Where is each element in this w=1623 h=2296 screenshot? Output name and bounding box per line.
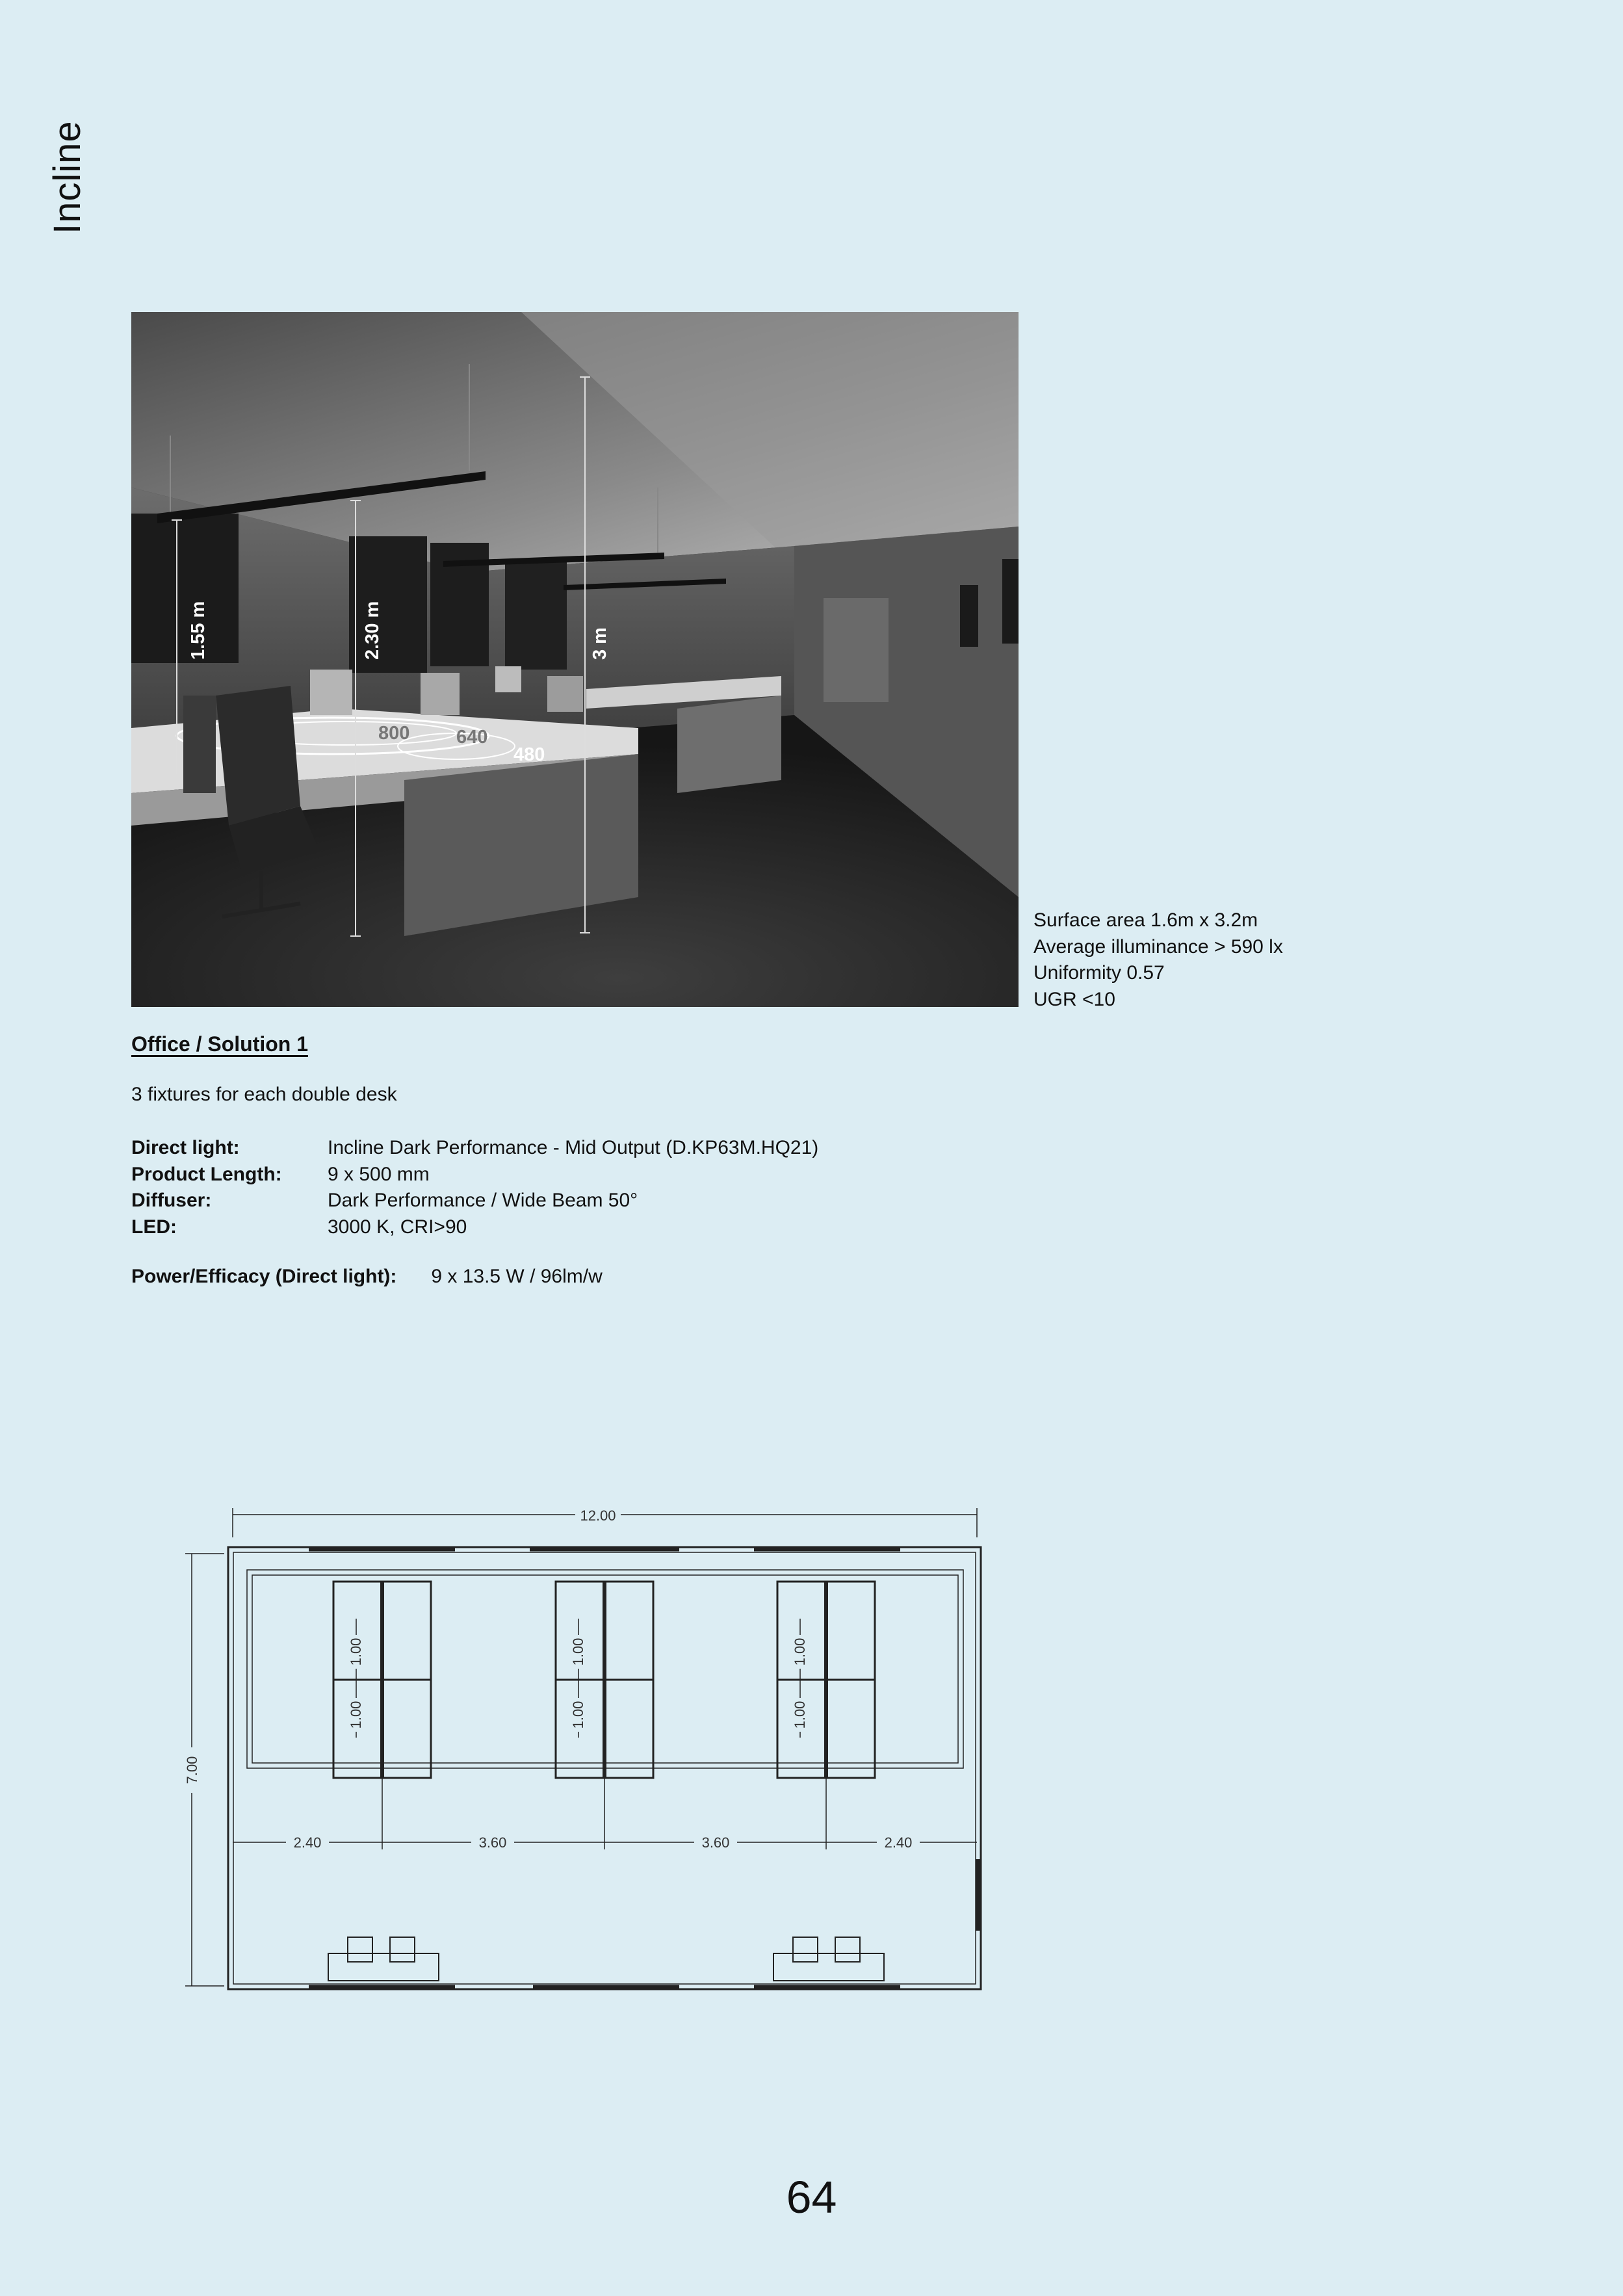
- desk-dim-label: 1.00: [348, 1637, 364, 1666]
- spec-label: Direct light:: [131, 1137, 240, 1158]
- height-label-1: 1.55 m: [188, 601, 209, 660]
- desk-dim-label: 1.00: [570, 1701, 586, 1729]
- floor-plan-drawing: [166, 1498, 988, 2005]
- isolux-label-640: 640: [456, 727, 488, 748]
- spec-label: Diffuser:: [131, 1190, 212, 1211]
- spacing-label-3: 3.60: [701, 1834, 730, 1851]
- spec-row-product-length: [131, 1162, 818, 1188]
- spec-value: 9 x 500 mm: [328, 1163, 430, 1185]
- isolux-label-800: 800: [378, 723, 410, 744]
- solution-title: Office / Solution 1: [131, 1032, 309, 1056]
- plan-height-label: 7.00: [184, 1756, 200, 1784]
- spec-value: 3000 K, CRI>90: [328, 1216, 467, 1238]
- desk-dim-label: 1.00: [348, 1701, 364, 1729]
- spec-label: LED:: [131, 1216, 177, 1238]
- lighting-metrics: [1033, 907, 1283, 1013]
- height-label-3: 3 m: [590, 627, 610, 660]
- surface-area-text: Surface area 1.6m x 3.2m: [1033, 909, 1258, 931]
- average-illuminance-text: Average illuminance > 590 lx: [1033, 935, 1283, 958]
- spec-label: Product Length:: [131, 1163, 282, 1185]
- spacing-label-2: 3.60: [478, 1834, 507, 1851]
- spec-value: Dark Performance / Wide Beam 50°: [328, 1190, 638, 1211]
- height-label-2: 2.30 m: [362, 601, 383, 660]
- plan-width-label: 12.00: [580, 1507, 616, 1524]
- spec-value: Incline Dark Performance - Mid Output (D.KP63M.HQ21): [328, 1137, 819, 1158]
- spec-row-diffuser: [131, 1188, 818, 1214]
- desk-dim-label: 1.00: [792, 1701, 808, 1729]
- power-value: 9 x 13.5 W / 96lm/w: [431, 1266, 603, 1287]
- desk-dim-label: 1.00: [792, 1637, 808, 1666]
- spec-row-led: [131, 1214, 818, 1241]
- spec-table: [131, 1135, 818, 1240]
- side-title: Incline: [46, 120, 88, 234]
- spec-row-direct-light: [131, 1135, 818, 1162]
- ugr-text: UGR <10: [1033, 988, 1115, 1010]
- office-render-image: [131, 312, 1019, 1007]
- desk-dim-label: 1.00: [570, 1637, 586, 1666]
- power-efficacy-row: [131, 1266, 603, 1288]
- isolux-label-480: 480: [513, 744, 545, 765]
- spacing-label-4: 2.40: [884, 1834, 913, 1851]
- uniformity-text: Uniformity 0.57: [1033, 962, 1165, 984]
- page-number: 64: [786, 2172, 837, 2223]
- office-render: [131, 312, 1019, 1007]
- spacing-label-1: 2.40: [293, 1834, 322, 1851]
- floor-plan: [166, 1498, 988, 2005]
- power-label: Power/Efficacy (Direct light):: [131, 1266, 397, 1287]
- solution-subtitle: 3 fixtures for each double desk: [131, 1084, 397, 1105]
